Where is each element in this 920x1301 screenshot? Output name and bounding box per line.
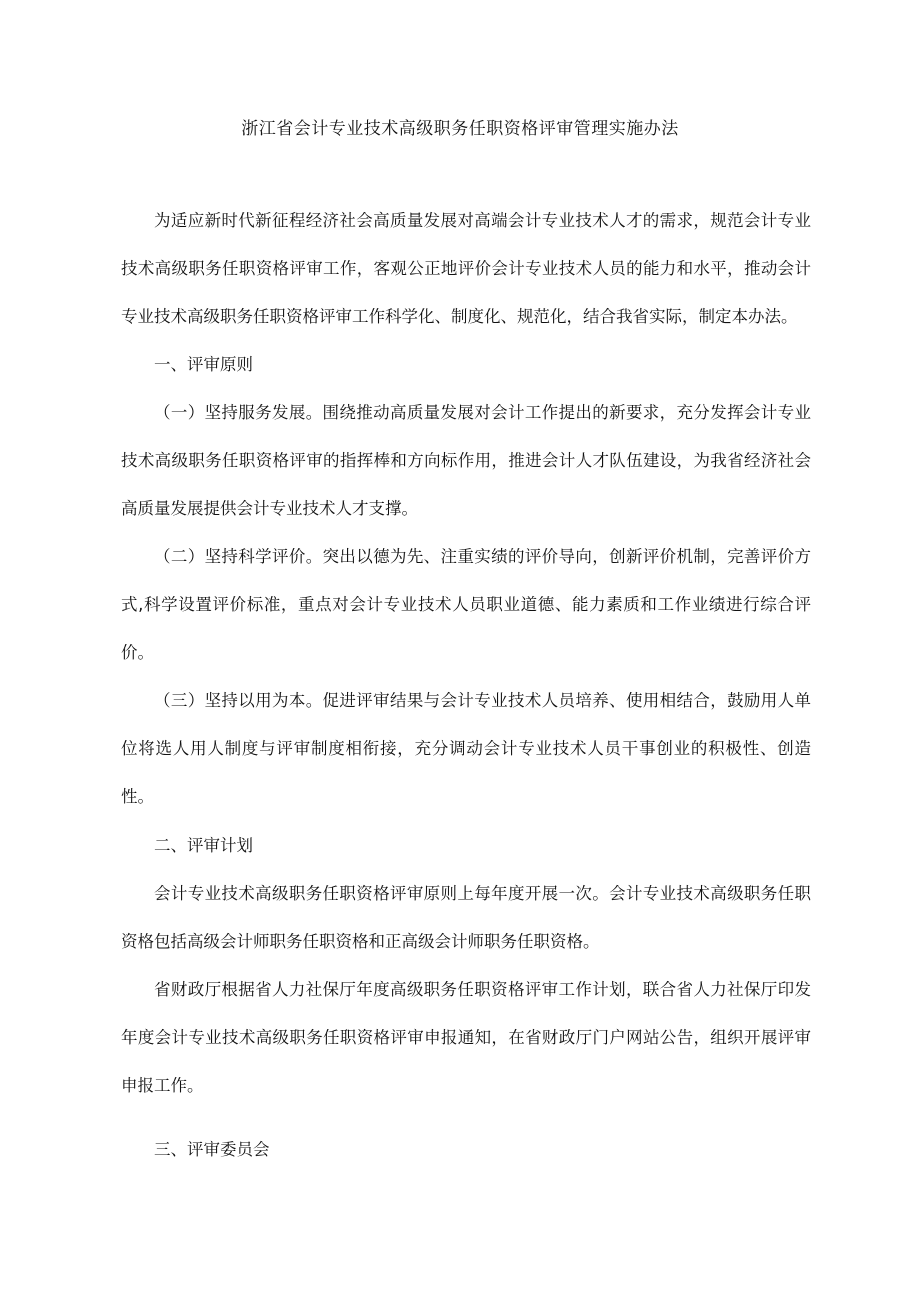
principle-scientific-evaluation: （二）坚持科学评价。突出以德为先、注重实绩的评价导向，创新评价机制，完善评价方式,科学设置评价标准，重点对会计专业技术人员职业道德、能力素质和工作业绩进行综合评价。 [121,547,811,662]
section-heading-plan: 二、评审计划 [154,836,253,855]
principle-serve-development: （一）坚持服务发展。围绕推动高质量发展对会计工作提出的新要求，充分发挥会计专业技术高级职务任职资格评审的指挥棒和方向标作用，推进会计人才队伍建设，为我省经济社会高质量发展提供会计专业技术人才支撑。 [121,403,811,518]
section-heading-principles: 一、评审原则 [154,355,253,374]
principle-use-oriented: （三）坚持以用为本。促进评审结果与会计专业技术人员培养、使用相结合，鼓励用人单位将选人用人制度与评审制度相衔接，充分调动会计专业技术人员干事创业的积极性、创造性。 [121,691,811,806]
plan-paragraph-notice: 省财政厅根据省人力社保厅年度高级职务任职资格评审工作计划，联合省人力社保厅印发年度会计专业技术高级职务任职资格评审申报通知，在省财政厅门户网站公告，组织开展评审申报工作。 [121,980,811,1095]
section-heading-committee: 三、评审委员会 [154,1140,270,1159]
document-title: 浙江省会计专业技术高级职务任职资格评审管理实施办法 [241,119,679,139]
intro-paragraph: 为适应新时代新征程经济社会高质量发展对高端会计专业技术人才的需求，规范会计专业技术高级职务任职资格评审工作，客观公正地评价会计专业技术人员的能力和水平，推动会计专业技术高级职务任职资格评审工作科学化、制度化、规范化，结合我省实际，制定本办法。 [121,211,811,326]
plan-paragraph-annual: 会计专业技术高级职务任职资格评审原则上每年度开展一次。会计专业技术高级职务任职资格包括高级会计师职务任职资格和正高级会计师职务任职资格。 [121,884,811,951]
